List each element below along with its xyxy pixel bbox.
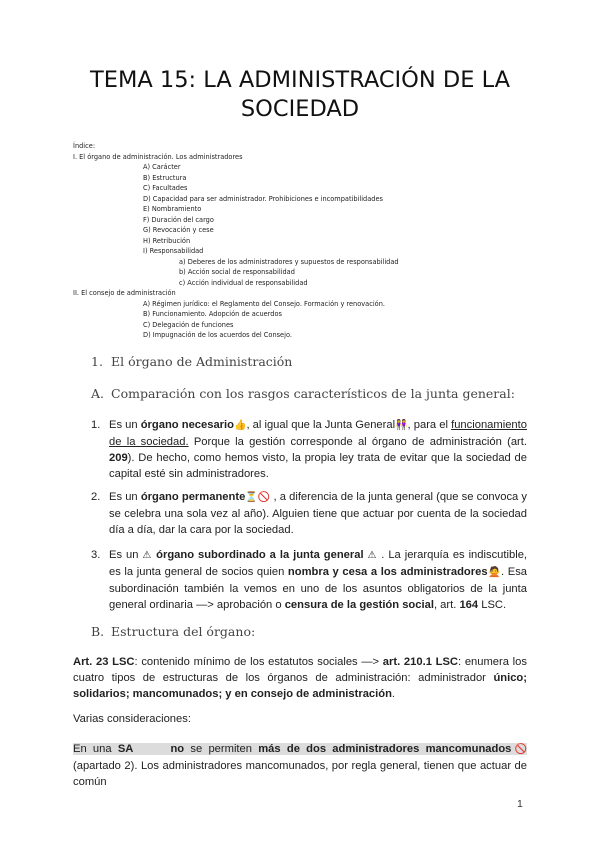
toc-item: A) Régimen jurídico: el Reglamento del Consejo. Formación y renovación. (143, 299, 385, 308)
highlighted-text (73, 743, 527, 755)
text: LSC. (478, 599, 507, 611)
text: , a diferencia de la junta general (que se convoca y se celebra una sola vez al año). Alguien tiene que actuar por cuenta de la sociedad día a día, dar la cara por la sociedad. (109, 491, 528, 536)
text: En una (73, 743, 118, 755)
toc-item: I) Responsabilidad (143, 247, 204, 255)
bold-text: art. 210.1 LSC (382, 656, 458, 668)
section-title: El órgano de Administración (111, 354, 293, 369)
text: , al igual que la Junta General (246, 419, 396, 431)
list-number: 1. (91, 419, 101, 431)
text: , para el (407, 419, 452, 431)
bold-text: nombra y cesa a los administradores (287, 566, 488, 578)
toc-item: b) Acción social de responsabilidad (179, 268, 295, 276)
text: Es un (109, 549, 143, 561)
paragraph-organo-permanente (91, 489, 528, 538)
text: : enumera los cuatro tipos de estructuras de los órganos de administración: administrador (73, 656, 527, 684)
bold-text: no (132, 743, 185, 755)
section-number: 1. (91, 354, 103, 369)
toc-item: H) Retribución (143, 236, 191, 245)
list-number: 3. (91, 549, 101, 561)
bold-text: órgano permanente (140, 491, 246, 503)
text: Porque la gestión corresponde al órgano de administración (art. (188, 436, 528, 448)
title-line-2: SOCIEDAD (240, 96, 360, 122)
toc-item: B) Funcionamiento. Adopción de acuerdos (143, 310, 282, 318)
warning-icon: ⚠ (142, 550, 153, 561)
toc-item: G) Revocación y cese (143, 226, 214, 234)
text: Es un (109, 491, 141, 503)
bold-text: único; solidarios; mancomunados; y en consejo de administración (73, 672, 527, 700)
toc-item: F) Duración del cargo (143, 215, 214, 224)
text: . (391, 688, 396, 700)
paragraph-estructura (73, 654, 527, 702)
title-line-1: TEMA 15: LA ADMINISTRACIÓN DE LA (89, 67, 511, 93)
list-number: 2. (91, 491, 101, 503)
toc-item: II. El consejo de administración (73, 289, 176, 297)
hourglass-prohibited-icon: ⏳🚫 (245, 492, 271, 503)
bold-text: Art. 23 LSC (73, 656, 135, 668)
toc-item: C) Facultades (143, 184, 188, 192)
bold-text: censura de la gestión social (284, 599, 434, 611)
bold-text: SA (117, 743, 133, 755)
text: (apartado 2). Los administradores mancomunados, por regla general, tienen que actuar de común (73, 760, 527, 788)
paragraph-sa-mancomunados (73, 741, 527, 790)
bold-text: más de dos administradores mancomunados (258, 743, 512, 755)
toc-item: E) Nombramiento (143, 205, 202, 213)
toc-item: a) Deberes de los administradores y supuestos de responsabilidad (179, 257, 399, 266)
page-number: 1 (517, 798, 523, 810)
text: . La jerarquía es indiscutible, es la junta general de socios quien (109, 549, 528, 578)
section-title: Comparación con los rasgos característicos de la junta general: (111, 386, 515, 401)
toc-item: c) Acción individual de responsabilidad (179, 278, 308, 287)
toc-item: I. El órgano de administración. Los administradores (73, 152, 243, 161)
section-number: B. (91, 624, 105, 639)
text: se permiten (184, 743, 259, 755)
toc-item: A) Carácter (143, 163, 181, 171)
text: ). De hecho, como hemos visto, la propia ley trata de evitar que la sociedad de capital esté sin administradores. (109, 452, 527, 480)
paragraph-organo-subordinado (91, 547, 528, 613)
text: Es un (109, 419, 141, 431)
women-holding-hands-icon: 👭 (395, 420, 408, 431)
text: . Esa subordinación también la vemos en uno de los asuntos obligatorios de la junta general ordinaria —> aprobación o (109, 566, 528, 611)
toc-item: C) Delegación de funciones (143, 320, 234, 329)
toc-item: D) Capacidad para ser administrador. Prohibiciones e incompatibilidades (143, 194, 383, 203)
thumbs-up-icon: 👍 (233, 420, 247, 431)
prohibited-icon: 🚫 (511, 744, 527, 755)
section-number: A. (91, 386, 105, 401)
bold-text: 164 (459, 599, 479, 611)
underlined-text: funcionamiento de la sociedad. (109, 419, 527, 448)
text: : contenido mínimo de los estatutos sociales —> (134, 656, 383, 668)
warning-icon: ⚠ (367, 550, 378, 561)
person-gesturing-no-icon: 🙅 (487, 567, 502, 578)
toc-heading: Índice: (73, 142, 96, 150)
document-title (40, 66, 560, 124)
toc-item: D) Impugnación de los acuerdos del Consejo. (143, 331, 292, 339)
paragraph-consideraciones: Varias consideraciones: (73, 713, 191, 725)
paragraph-organo-necesario (91, 417, 528, 482)
toc-item: B) Estructura (143, 173, 187, 182)
bold-text: 209 (109, 452, 128, 464)
text: , art. (433, 599, 460, 611)
section-title: Estructura del órgano: (111, 624, 256, 639)
bold-text: órgano necesario (140, 419, 234, 431)
bold-text: órgano subordinado a la junta general (152, 549, 368, 561)
